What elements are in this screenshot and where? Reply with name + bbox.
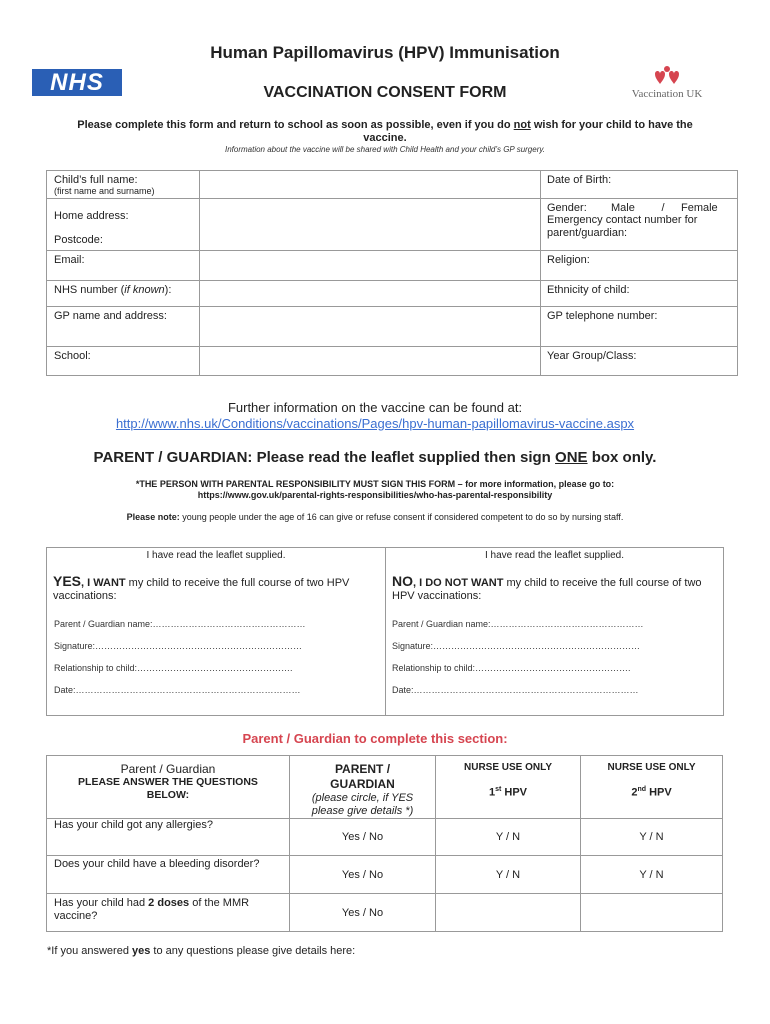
- responsibility-note: *THE PERSON WITH PARENTAL RESPONSIBILITY MUST SIGN THIS FORM – for more information, please go to:: [135, 479, 615, 489]
- consent-heading: PARENT / GUARDIAN: Please read the leaflet supplied then sign ONE box only.: [93, 449, 657, 466]
- nhs-logo: NHS: [32, 69, 122, 96]
- nurse-allergies-2[interactable]: Y / N: [581, 819, 723, 856]
- year-group-cell[interactable]: Year Group/Class:: [541, 347, 738, 376]
- nurse-col2-header: NURSE USE ONLY 2nd HPV: [581, 756, 723, 819]
- school-input[interactable]: [200, 347, 541, 376]
- heart-logo-icon: [622, 64, 712, 88]
- gp-name-cell[interactable]: GP name and address:: [47, 307, 200, 347]
- page-title: Human Papillomavirus (HPV) Immunisation: [210, 43, 560, 62]
- gp-name-input[interactable]: [200, 307, 541, 347]
- pg-name-field[interactable]: Parent / Guardian name:……………………………………………: [392, 619, 644, 629]
- responsibility-link[interactable]: https://www.gov.uk/parental-rights-responsibilities/who-has-parental-responsibility: [197, 490, 553, 500]
- section-heading: Parent / Guardian to complete this section:: [242, 731, 508, 746]
- school-cell[interactable]: School:: [47, 347, 200, 376]
- question-allergies: Has your child got any allergies?: [47, 819, 290, 856]
- pg-name-field[interactable]: Parent / Guardian name:……………………………………………: [54, 619, 306, 629]
- nurse-allergies-1[interactable]: Y / N: [436, 819, 581, 856]
- home-address-cell[interactable]: Home address: Postcode:: [47, 199, 200, 251]
- gender-male[interactable]: Male: [611, 202, 635, 214]
- child-name-cell[interactable]: Child’s full name: (first name and surname): [47, 171, 200, 199]
- gender-female[interactable]: Female: [681, 202, 718, 214]
- date-field[interactable]: Date:…………………………………………………………………: [54, 685, 301, 695]
- gp-phone-cell[interactable]: GP telephone number:: [541, 307, 738, 347]
- nurse-mmr-1[interactable]: [436, 894, 581, 932]
- signature-field[interactable]: Signature:……………………………………………………………: [54, 641, 303, 651]
- details-table: [46, 170, 738, 376]
- col2-header: PARENT / GUARDIAN (please circle, if YES please give details *): [290, 756, 436, 819]
- email-input[interactable]: [200, 251, 541, 281]
- answer-bleeding[interactable]: Yes / No: [290, 856, 436, 894]
- form-subtitle: VACCINATION CONSENT FORM: [263, 84, 507, 101]
- details-footnote: *If you answered yes to any questions please give details here:: [47, 945, 356, 957]
- ethnicity-cell[interactable]: Ethnicity of child:: [541, 281, 738, 307]
- consent-yes-box[interactable]: I have read the leaflet supplied. YES, I WANT my child to receive the full course of two HPV vaccinations: Parent / Guardian name:…………………………………………… Signature:…………………………………………………………… Relationship to child:……………………………………………. Date:…………………………………………………………………: [47, 548, 386, 716]
- gender-emergency-cell[interactable]: Gender: Male / Female Emergency contact number for parent/guardian:: [541, 199, 738, 251]
- date-field[interactable]: Date:…………………………………………………………………: [392, 685, 639, 695]
- questions-table: [46, 755, 723, 932]
- signature-field[interactable]: Signature:……………………………………………………………: [392, 641, 641, 651]
- instructions: Please complete this form and return to school as soon as possible, even if you do not wish for your child to have the vaccine.: [77, 119, 693, 144]
- email-cell[interactable]: Email:: [47, 251, 200, 281]
- nhs-number-cell[interactable]: NHS number (if known):: [47, 281, 200, 307]
- answer-mmr[interactable]: Yes / No: [290, 894, 436, 932]
- nurse-bleeding-2[interactable]: Y / N: [581, 856, 723, 894]
- age-note: Please note: young people under the age of 16 can give or refuse consent if considered competent to do so by nursing staff.: [126, 512, 624, 522]
- question-bleeding: Does your child have a bleeding disorder?: [47, 856, 290, 894]
- info-note: Information about the vaccine will be shared with Child Health and your child’s GP surgery.: [224, 145, 545, 154]
- vaccination-uk-logo: Vaccination UK: [622, 64, 712, 104]
- vaccine-info-link[interactable]: http://www.nhs.uk/Conditions/vaccinations/Pages/hpv-human-papillomavirus-vaccine.aspx: [115, 416, 635, 431]
- consent-no-box[interactable]: I have read the leaflet supplied. NO, I DO NOT WANT my child to receive the full course of two HPV vaccinations: Parent / Guardian name:…………………………………………… Signature:…………………………………………………………… Relationship to child:……………………………………………. Date:…………………………………………………………………: [386, 548, 724, 716]
- relationship-field[interactable]: Relationship to child:…………………………………………….: [392, 663, 631, 673]
- relationship-field[interactable]: Relationship to child:…………………………………………….: [54, 663, 293, 673]
- further-info-text: Further information on the vaccine can be found at:: [227, 400, 523, 415]
- question-mmr: Has your child had 2 doses of the MMR vaccine?: [47, 894, 290, 932]
- answer-allergies[interactable]: Yes / No: [290, 819, 436, 856]
- nurse-bleeding-1[interactable]: Y / N: [436, 856, 581, 894]
- col1-header: Parent / Guardian PLEASE ANSWER THE QUESTIONS BELOW:: [47, 756, 290, 819]
- child-name-input[interactable]: [200, 171, 541, 199]
- nurse-col1-header: NURSE USE ONLY 1st HPV: [436, 756, 581, 819]
- nurse-mmr-2[interactable]: [581, 894, 723, 932]
- dob-cell[interactable]: Date of Birth:: [541, 171, 738, 199]
- nhs-number-input[interactable]: [200, 281, 541, 307]
- religion-cell[interactable]: Religion:: [541, 251, 738, 281]
- consent-table: [46, 547, 724, 716]
- home-address-input[interactable]: [200, 199, 541, 251]
